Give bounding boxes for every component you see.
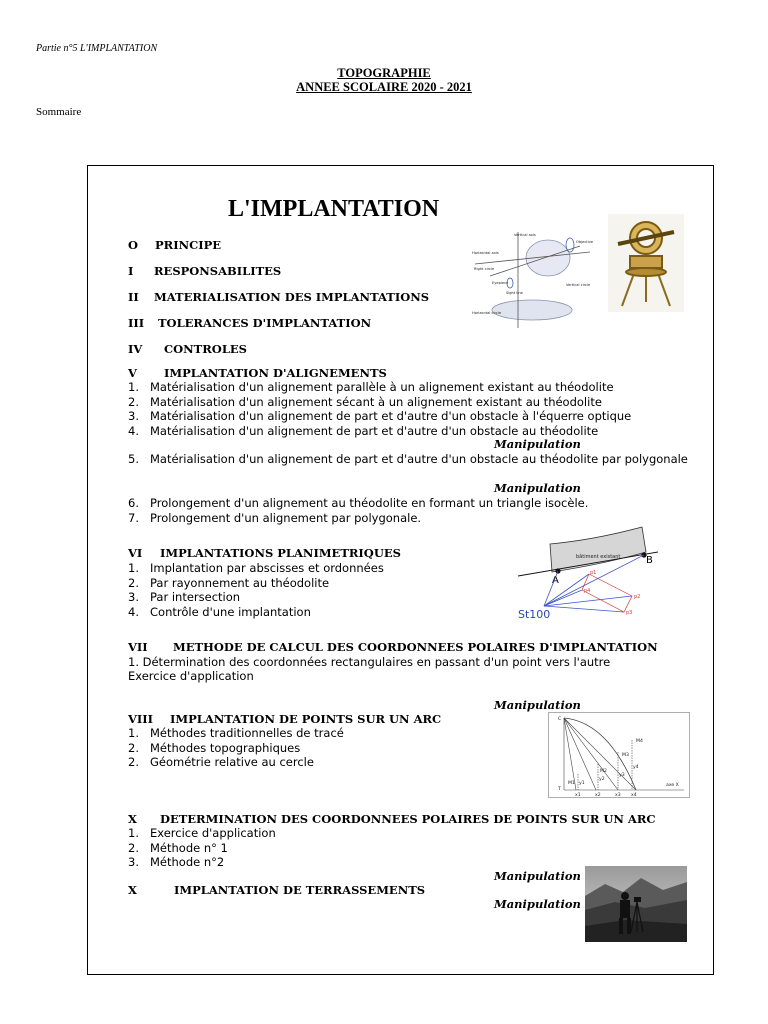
section-label: DETERMINATION DES COORDONNEES POLAIRES DE POINTS SUR UN ARC [160,812,656,826]
section-materialisation [128,290,429,304]
list-item: 2. Géométrie relative au cercle [128,755,314,769]
point-label-a: A [552,575,559,586]
section-number: X [128,883,137,897]
diagram-label: Right circle [474,267,495,271]
diagram-label: Eyepiece [492,281,509,285]
section-label: PRINCIPE [155,238,222,252]
arc-label: x2 [595,793,601,798]
list-item: 2. Matérialisation d'un alignement sécant à un alignement existant au théodolite [128,394,602,409]
list-item: 1. Exercice d'application [128,826,276,840]
theodolite-photo [608,214,684,312]
list-item: 7. Prolongement d'un alignement par polygonale. [128,510,422,525]
arc-label: x4 [631,793,637,798]
section-arc [128,712,441,726]
section-principe [128,238,221,252]
arc-label: C [558,717,562,722]
header-part-label: Partie n°5 L'IMPLANTATION [36,43,158,54]
section-arc-polaires [128,812,656,826]
section-terrassements [128,883,425,897]
section-number: II [128,290,139,304]
section-number: III [128,316,145,330]
list-item: 1. Méthodes traditionnelles de tracé [128,726,344,740]
main-title: L'IMPLANTATION [228,196,440,222]
planimetriques-list [128,561,384,619]
arc-list [128,726,344,770]
list-item: 3. Méthode n°2 [128,855,225,869]
section-number: VII [128,640,148,654]
diagram-label: Vertical axis [514,233,536,237]
point-label: p3 [626,610,633,616]
point-label-b: B [646,555,653,566]
list-item: 2. Méthodes topographiques [128,740,301,755]
arc-label: y4 [633,765,639,770]
school-year: ANNEE SCOLAIRE 2020 - 2021 [296,80,472,94]
section-number: VIII [128,712,154,726]
list-item: 4. Matérialisation d'un alignement de part et d'autre d'un obstacle au théodolite [128,423,599,438]
alignements-list-a [128,380,631,438]
arc-label: x3 [615,793,621,798]
manipulation-label: Manipulation [494,869,581,883]
section-label: IMPLANTATION DE POINTS SUR UN ARC [170,712,442,726]
list-item: 1. Matérialisation d'un alignement parallèle à un alignement existant au théodolite [128,380,614,394]
list-item: 3. Matérialisation d'un alignement de part et d'autre d'un obstacle à l'équerre optique [128,409,632,423]
surveyor-photo [585,866,687,942]
point-label: p1 [590,570,597,576]
arc-diagram [548,712,690,798]
list-item: 6. Prolongement d'un alignement au théodolite en formant un triangle isocèle. [128,496,589,510]
diagram-label: Sight line [506,291,523,295]
arc-label: M2 [600,769,607,774]
manipulation-label: Manipulation [494,481,581,495]
section-planimetriques [128,546,401,560]
sommaire-label: Sommaire [36,106,82,118]
arc-label: M1 [568,781,575,786]
arc-label: axe X [666,783,679,788]
section-number: V [128,366,137,380]
station-label: St100 [518,608,551,621]
section-controles [128,342,247,356]
point-label: p2 [634,594,641,600]
section-number: O [128,238,139,252]
list-item: 1. Implantation par abscisses et ordonnées [128,561,384,575]
section-label: TOLERANCES D'IMPLANTATION [158,316,372,330]
section-label: METHODE DE CALCUL DES COORDONNEES POLAIRES D'IMPLANTATION [173,640,658,654]
point-label: p4 [584,588,591,594]
section-tolerances [128,316,371,330]
alignements-list-c [128,496,588,525]
arc-label: M3 [622,753,629,758]
list-item: 4. Contrôle d'une implantation [128,604,311,619]
diagram-label: Vertical circle [566,283,591,287]
manipulation-label: Manipulation [494,698,581,712]
alignements-list-b [128,452,688,467]
section-label: IMPLANTATION D'ALIGNEMENTS [164,366,387,380]
exercice-label: Exercice d'application [128,669,254,683]
arc-label: M4 [636,739,643,744]
manipulation-label: Manipulation [494,437,581,451]
document-title: TOPOGRAPHIE [337,66,431,80]
arc-label: y1 [579,781,585,786]
theodolite-diagram [470,228,600,328]
section-label: CONTROLES [164,342,247,356]
arc-polaires-list [128,826,276,870]
section-label: IMPLANTATIONS PLANIMETRIQUES [160,546,401,560]
alignment-diagram [514,522,660,622]
section-label: RESPONSABILITES [154,264,282,278]
document-title-block [0,66,768,94]
section-number: IV [128,342,143,356]
diagram-label: Horizontal circle [472,311,502,315]
building-label: bâtiment existant [576,554,621,560]
list-item: 5. Matérialisation d'un alignement de part et d'autre d'un obstacle au théodolite par polygonale [128,452,688,466]
list-item: 2. Par rayonnement au théodolite [128,575,330,590]
section-number: I [128,264,134,278]
section-alignements [128,366,387,380]
list-item: 3. Par intersection [128,590,241,604]
arc-label: T [558,787,561,792]
section-number: VI [128,546,143,560]
arc-label: y2 [599,777,605,782]
polaires-item: 1. Détermination des coordonnées rectangulaires en passant d'un point vers l'autre [128,655,611,669]
section-label: IMPLANTATION DE TERRASSEMENTS [174,883,426,897]
section-polaires [128,640,658,654]
diagram-label: Horizontal axis [472,251,499,255]
manipulation-label: Manipulation [494,897,581,911]
diagram-label: Objective [576,240,594,244]
section-label: MATERIALISATION DES IMPLANTATIONS [154,290,430,304]
section-responsabilites [128,264,281,278]
arc-label: x1 [575,793,581,798]
list-item: 2. Méthode n° 1 [128,840,228,855]
arc-label: y3 [619,773,625,778]
section-number: X [128,812,137,826]
